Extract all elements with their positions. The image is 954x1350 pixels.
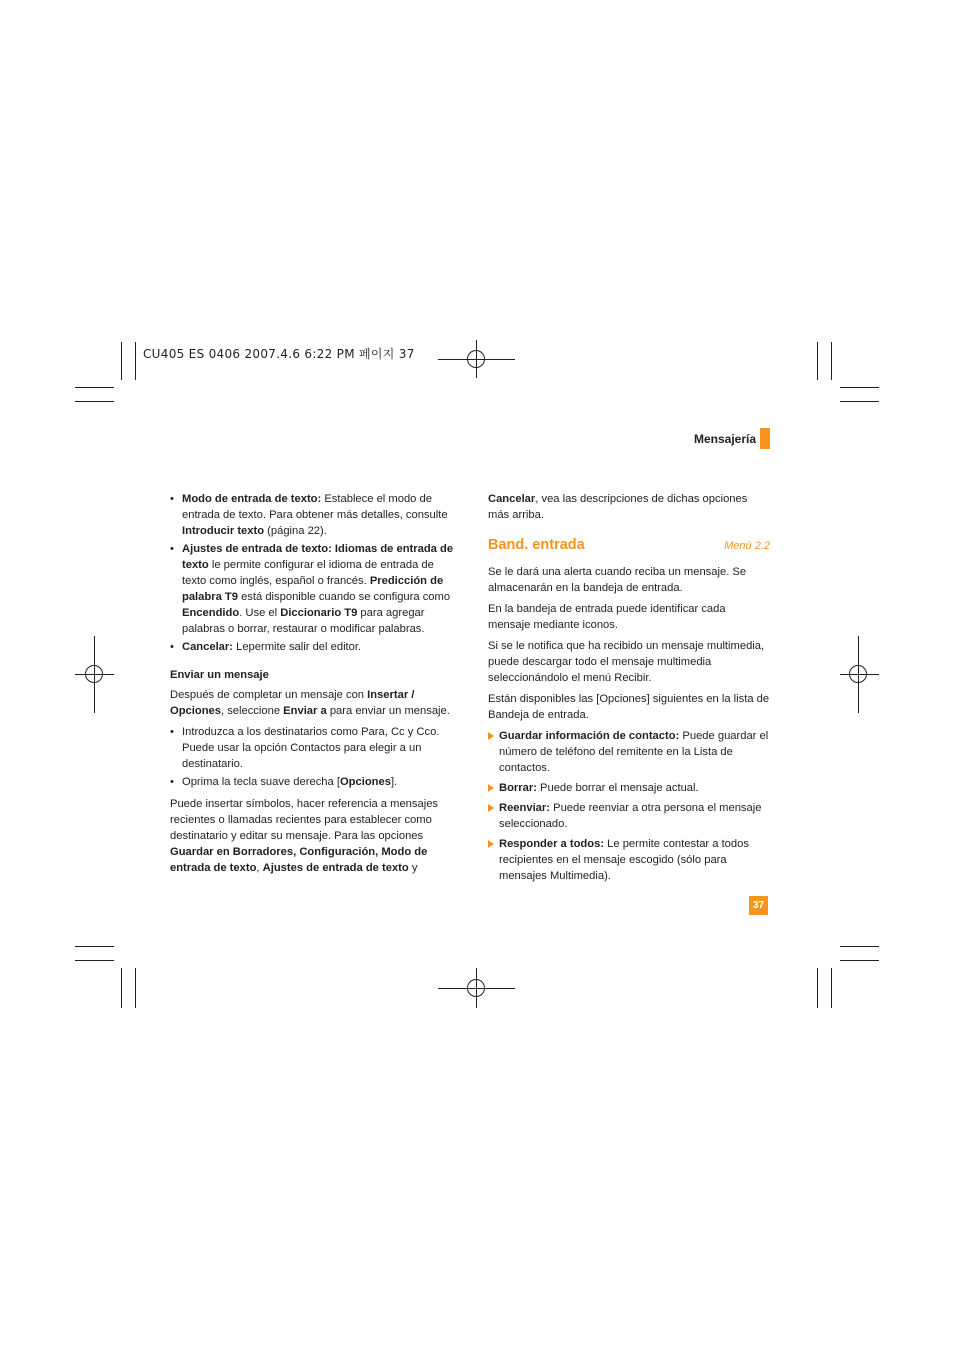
right-column xyxy=(488,491,770,888)
print-slug: CU405 ES 0406 2007.4.6 6:22 PM 페이지 37 xyxy=(143,347,415,361)
paragraph: En la bandeja de entrada puede identificar cada mensaje mediante iconos. xyxy=(488,603,726,631)
option-item: Borrar: Puede borrar el mensaje actual. xyxy=(488,780,770,796)
paragraph: Si se le notifica que ha recibido un mensaje multimedia, puede descargar todo el mensaje multimedia seleccionándolo el menú Recibir. xyxy=(488,640,765,684)
left-column xyxy=(170,491,456,881)
option-item: Reenviar: Puede reenviar a otra persona el mensaje seleccionado. xyxy=(488,800,770,832)
paragraph: Se le dará una alerta cuando reciba un mensaje. Se almacenarán en la bandeja de entrada. xyxy=(488,566,747,594)
paragraph: Puede insertar símbolos, hacer referencia a mensajes recientes o llamadas recientes para establecer como destinatario y editar su mensaje. Para las opciones Guardar en Borradores, Configuración, Modo de entrada de texto, Ajustes de entrada de texto y xyxy=(170,798,439,874)
section-title-row xyxy=(488,537,770,554)
list-item: • Modo de entrada de texto: Establece el modo de entrada de texto. Para obtener más detalles, consulte Introducir texto (página 22). xyxy=(170,493,448,537)
list-item: • Ajustes de entrada de texto: Idiomas de entrada de texto le permite configurar el idioma de entrada de texto como inglés, español o francés. Predicción de palabra T9 está disponible cuando se configura como Encendido. Use el Diccionario T9 para agregar palabras o borrar, restaurar o modificar palabras. xyxy=(170,543,454,635)
paragraph: Cancelar, vea las descripciones de dichas opciones más arriba. xyxy=(488,493,748,521)
paragraph: Después de completar un mensaje con Insertar / Opciones, seleccione Enviar a para enviar un mensaje. xyxy=(170,689,450,717)
section-header xyxy=(694,428,770,449)
menu-reference: Menú 2.2 xyxy=(724,540,770,552)
arrow-icon xyxy=(488,804,494,812)
arrow-icon xyxy=(488,732,494,740)
section-title: Band. entrada xyxy=(488,537,585,553)
list-item: • Introduzca a los destinatarios como Para, Cc y Cco. Puede usar la opción Contactos para elegir a un destinatario. xyxy=(170,726,440,770)
option-item: Guardar información de contacto: Puede guardar el número de teléfono del remitente en la Lista de contactos. xyxy=(488,728,770,776)
arrow-icon xyxy=(488,784,494,792)
page-number: 37 xyxy=(749,896,768,915)
paragraph: Están disponibles las [Opciones] siguientes en la lista de Bandeja de entrada. xyxy=(488,693,770,721)
section-tab-marker xyxy=(760,428,770,449)
option-item: Responder a todos: Le permite contestar a todos recipientes en el mensaje escogido (sólo para mensajes Multimedia). xyxy=(488,836,770,884)
list-item: • Oprima la tecla suave derecha [Opciones]. xyxy=(170,776,398,788)
subheading-enviar: Enviar un mensaje xyxy=(170,669,269,681)
list-item: • Cancelar: Lepermite salir del editor. xyxy=(170,641,362,653)
arrow-icon xyxy=(488,840,494,848)
section-label: Mensajería xyxy=(694,431,757,446)
